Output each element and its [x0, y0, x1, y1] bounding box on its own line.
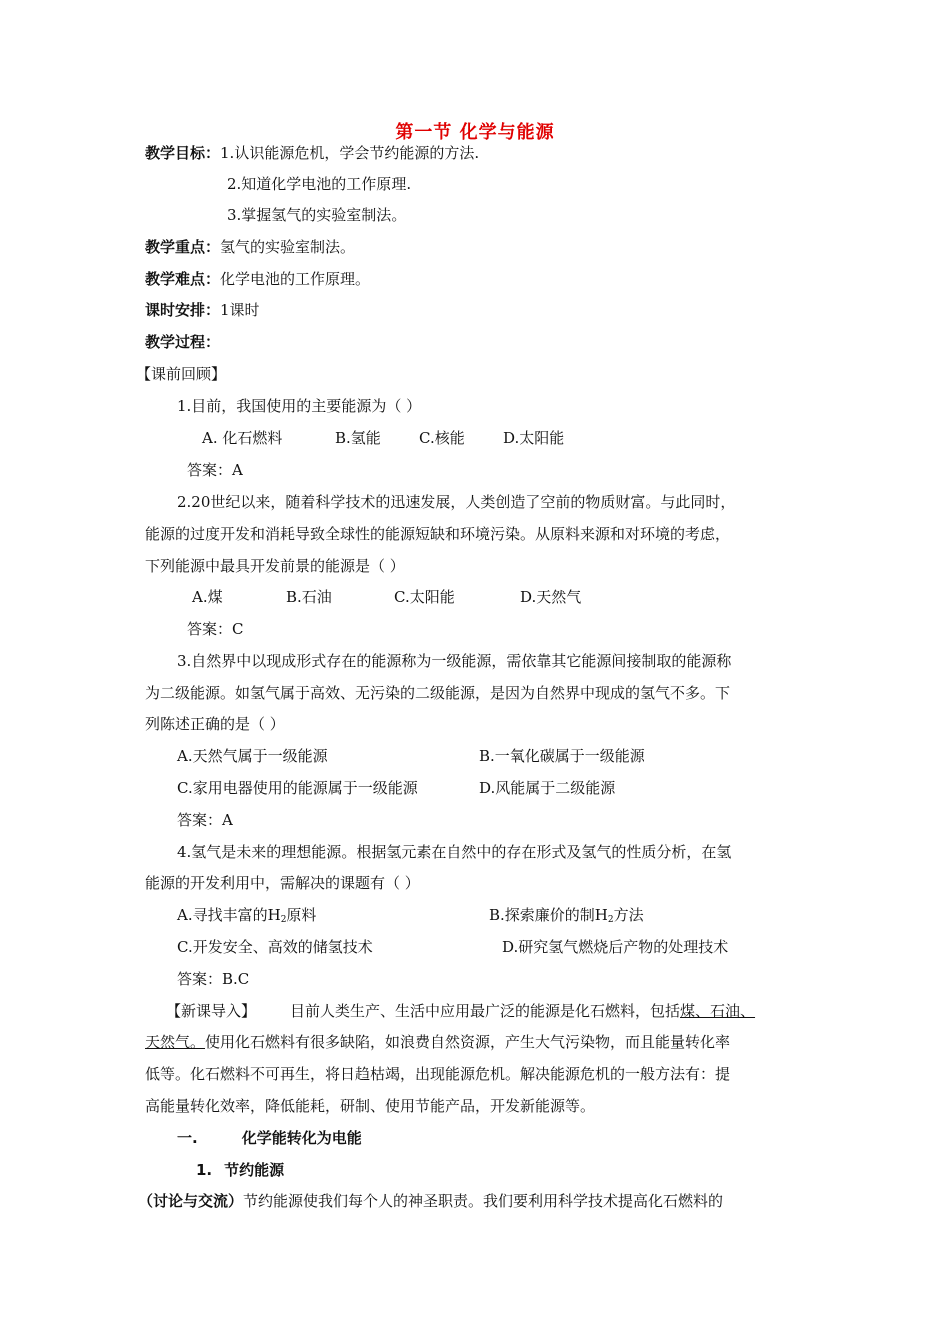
- question-4-option: B.探索廉价的制$H_2$方法: [489, 906, 644, 925]
- question-3-option: D.风能属于二级能源: [479, 779, 616, 797]
- question-2-answer: 答案：C: [187, 620, 244, 638]
- question-2-option: B.石油: [286, 588, 332, 606]
- question-4-option: D.研究氢气燃烧后产物的处理技术: [502, 938, 729, 956]
- objectives-label: 教学目标：: [145, 144, 221, 162]
- key-point-label: 教学重点：: [145, 238, 221, 256]
- question-3-answer: 答案：A: [177, 811, 233, 829]
- schedule-row: [145, 300, 260, 320]
- objective-item: 3.掌握氢气的实验室制法。: [227, 206, 407, 224]
- objectives-row: [145, 143, 479, 163]
- intro-line: 【新课导入】 目前人类生产、生活中应用最广泛的能源是化石燃料，包括煤、石油、: [166, 1002, 756, 1020]
- discussion-row: [138, 1191, 723, 1211]
- question-4-answer: 答案：B.C: [177, 970, 250, 988]
- objective-item: 1.认识能源危机，学会节约能源的方法.: [220, 144, 480, 162]
- question-1-option: D.太阳能: [503, 429, 565, 447]
- subsection-heading: 1. 节约能源: [196, 1161, 285, 1179]
- question-3-stem: 列陈述正确的是（ ）: [145, 715, 285, 733]
- intro-label: 【新课导入】: [166, 1002, 257, 1020]
- difficulty-label: 教学难点：: [145, 270, 221, 288]
- process-label: 教学过程：: [145, 333, 221, 351]
- question-1-stem: 1.目前，我国使用的主要能源为（ ）: [177, 397, 422, 415]
- objective-item: 2.知道化学电池的工作原理.: [227, 175, 412, 193]
- question-2-stem: 下列能源中最具开发前景的能源是（ ）: [145, 557, 405, 575]
- intro-line: 高能量转化效率，降低能耗，研制、使用节能产品，开发新能源等。: [145, 1097, 596, 1115]
- key-point-row: [145, 237, 355, 257]
- discussion-label: （讨论与交流）: [138, 1192, 244, 1210]
- intro-line: 低等。化石燃料不可再生，将日趋枯竭，出现能源危机。解决能源危机的一般方法有：提: [145, 1065, 731, 1083]
- question-4-stem: 能源的开发利用中，需解决的课题有（ ）: [145, 874, 420, 892]
- question-3-option: A.天然气属于一级能源: [177, 747, 328, 765]
- key-point-text: 氢气的实验室制法。: [220, 238, 356, 256]
- question-1-answer: 答案：A: [187, 461, 243, 479]
- schedule-label: 课时安排：: [145, 301, 221, 319]
- question-1-option: A. 化石燃料: [202, 429, 283, 447]
- question-2-stem: 能源的过度开发和消耗导致全球性的能源短缺和环境污染。从原料来源和对环境的考虑，: [145, 525, 731, 543]
- difficulty-row: [145, 269, 370, 289]
- difficulty-text: 化学电池的工作原理。: [220, 270, 371, 288]
- intro-line: 天然气。使用化石燃料有很多缺陷，如浪费自然资源，产生大气污染物，而且能量转化率: [145, 1033, 731, 1051]
- question-2-option: C.太阳能: [394, 588, 455, 606]
- question-3-stem: 3.自然界中以现成形式存在的能源称为一级能源，需依靠其它能源间接制取的能源称: [177, 652, 732, 670]
- question-2-stem: 2.20世纪以来，随着科学技术的迅速发展，人类创造了空前的物质财富。与此同时，: [177, 493, 736, 511]
- question-1-option: C.核能: [419, 429, 465, 447]
- discussion-text: 节约能源使我们每个人的神圣职责。我们要利用科学技术提高化石燃料的: [243, 1192, 724, 1210]
- question-1-option: B.氢能: [335, 429, 381, 447]
- question-3-option: B.一氧化碳属于一级能源: [479, 747, 645, 765]
- question-4-stem: 4.氢气是未来的理想能源。根据氢元素在自然中的存在形式及氢气的性质分析，在氢: [177, 843, 732, 861]
- question-4-option: A.寻找丰富的$H_2$原料: [177, 906, 317, 925]
- page-title: 第一节 化学与能源: [395, 122, 555, 143]
- question-4-option: C.开发安全、高效的储氢技术: [177, 938, 373, 956]
- review-label: 【课前回顾】: [136, 365, 227, 383]
- question-3-stem: 为二级能源。如氢气属于高效、无污染的二级能源，是因为自然界中现成的氢气不多。下: [145, 684, 731, 702]
- section-heading: 一. 化学能转化为电能: [177, 1129, 362, 1147]
- question-2-option: D.天然气: [520, 588, 582, 606]
- question-2-option: A.煤: [192, 588, 223, 606]
- question-3-option: C.家用电器使用的能源属于一级能源: [177, 779, 418, 797]
- schedule-text: 1课时: [220, 301, 260, 319]
